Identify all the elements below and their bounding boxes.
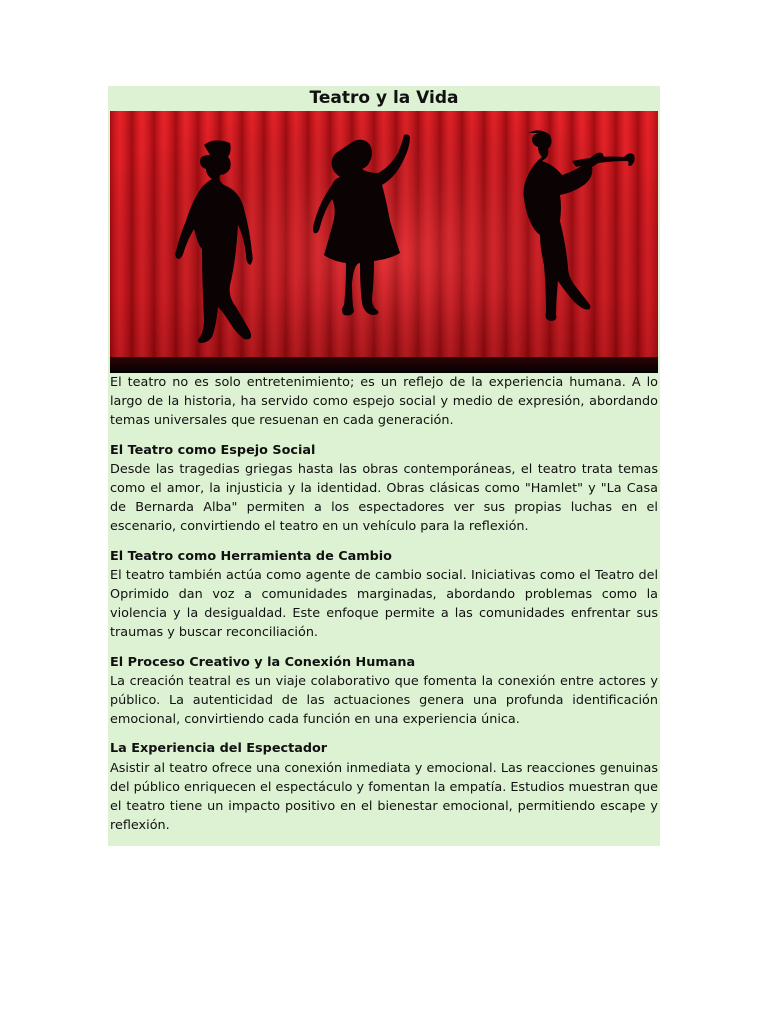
section-heading: El Proceso Creativo y la Conexión Humana bbox=[110, 654, 416, 670]
page-title: Teatro y la Vida bbox=[309, 88, 459, 108]
theater-silhouette-illustration bbox=[110, 111, 658, 373]
section-heading: La Experiencia del Espectador bbox=[110, 741, 328, 757]
intro-paragraph: El teatro no es solo entretenimiento; es un reflejo de la experiencia humana. A lo largo de la historia, ha servido como espejo social y medio de expresión, abordando temas universales que resuenan en cada generación. bbox=[110, 375, 658, 429]
section-paragraph: Asistir al teatro ofrece una conexión inmediata y emocional. Las reacciones genuinas del público enriquecen el espectáculo y fomentan la empatía. Estudios muestran que el teatro tiene un impacto positivo en el bienestar emocional, permitiendo escape y reflexión. bbox=[110, 760, 658, 834]
document-page bbox=[108, 86, 660, 846]
article-body bbox=[108, 373, 660, 835]
section-heading: El Teatro como Espejo Social bbox=[110, 442, 316, 458]
section-paragraph: Desde las tragedias griegas hasta las obras contemporáneas, el teatro trata temas como el amor, la injusticia y la identidad. Obras clásicas como "Hamlet" y "La Casa de Bernarda Alba" permiten a los espectadores ver sus propias luchas en el escenario, convirtiendo el teatro en un vehículo para la reflexión. bbox=[110, 461, 658, 535]
hero-image bbox=[110, 111, 658, 373]
section-experiencia-espectador bbox=[110, 739, 658, 835]
section-herramienta-cambio bbox=[110, 547, 658, 643]
section-paragraph: El teatro también actúa como agente de cambio social. Iniciativas como el Teatro del Oprimido dan voz a comunidades marginadas, abordando problemas como la violencia y la desigualdad. Este enfoque permite a las comunidades enfrentar sus traumas y buscar reconciliación. bbox=[110, 567, 658, 641]
section-paragraph: La creación teatral es un viaje colaborativo que fomenta la conexión entre actores y público. La autenticidad de las actuaciones genera una profunda identificación emocional, convirtiendo cada función en una experiencia única. bbox=[110, 673, 658, 728]
section-proceso-creativo bbox=[110, 653, 658, 730]
section-espejo-social bbox=[110, 441, 658, 537]
section-heading: El Teatro como Herramienta de Cambio bbox=[110, 548, 392, 564]
